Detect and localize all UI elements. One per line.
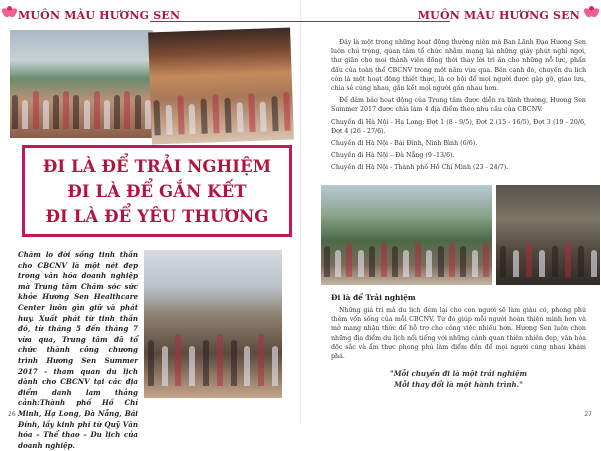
group-photo-hotel	[148, 28, 294, 145]
page-number-right: 27	[584, 411, 592, 418]
page-number-left: 26	[8, 411, 16, 418]
closing-quote	[331, 368, 586, 390]
quote-line-2: Mỗi thay đổi là một hành trình."	[394, 380, 523, 389]
schedule-item: Chuyến đi Hà Nội - Bái Đính, Ninh Bình (6/6).	[331, 140, 478, 148]
title-line-3: ĐI LÀ ĐỂ YÊU THƯƠNG	[45, 206, 269, 226]
lead-paragraph: Chăm lo đời sống tinh thần cho CBCNV là một nét đẹp trong văn hóa doanh nghiệp mà Trung tâm Chăm sóc sức khỏe Hương Sen Healthcare Center luôn gìn giữ và phát huy. Xuất phát từ tinh thần đó, từ tháng 5 đến tháng 7 vừa qua, Trung tâm đã tổ chức thành công chương trình Hương Sen Summer 2017 - tham quan du lịch dành cho CBCNV tại các địa điểm danh lam thắng cảnh:Thành phố Hồ Chí Minh, Hạ Long, Đà Nẵng, Bái Đính, lấy kinh phí từ Quỹ Văn hóa – Thể thao – Du lịch của doanh nghiệp.	[18, 250, 138, 450]
group-photo-cave	[496, 185, 600, 285]
left-header-rule	[150, 21, 300, 22]
group-photo-dinner	[144, 250, 282, 398]
section-heading: Đi là để Trải nghiệm	[331, 293, 416, 302]
body-paragraph-2: Để đảm bảo hoạt động của Trung tâm được diễn ra bình thường, Hương Sen Summer 2017 được chia làm 4 địa điểm theo nhu cầu của CBCNV.	[331, 97, 586, 114]
schedule-item: Chuyến đi Hà Nội - Thành phố Hồ Chí Minh (23 - 24/7).	[331, 164, 509, 172]
schedule-item: Chuyến đi Hà Nội – Đà Nẵng (9 -13/6).	[331, 152, 455, 160]
right-header-title: MUÔN MÀU HƯƠNG SEN	[417, 8, 580, 22]
right-body-text	[331, 38, 586, 176]
group-photo-outdoor	[321, 185, 492, 285]
lotus-icon	[583, 6, 599, 22]
section-body: Những giá trị mà du lịch đem lại cho con người sẽ làm giàu có, phong phú thêm vốn sống của mỗi CBCNV. Từ đó giúp mỗi người hoàn thiện mình hơn và mở mang nhận thức để hỗ trợ cho công việc nhiều hơn. Hương Sen luôn chọn những địa điểm du lịch nổi tiếng với những cảnh quan thiên nhiên đẹp, văn hóa độc sắc và ẩm thực phong phú làm điểm đến để mọi người cùng nhau khám phá.	[331, 307, 586, 361]
body-paragraph-1: Đây là một trong những hoạt động thường niên mà Ban Lãnh Đạo Hương Sen luôn chú trọng, quan tâm tổ chức nhằm mang lại những giây phút nghỉ ngơi, thư giãn cho mọi thành viên đồng thời thay lời tri ân cho những nỗ lực, phấn đấu của toàn thể CBCNV trong một năm vừa qua. Bên cạnh đó, chuyến du lịch còn là một hoạt động thiết thực, là cơ hội để mọi người được gặp gỡ, giao lưu, chia sẻ cùng nhau, gắn kết mọi người gần nhau hơn.	[331, 39, 586, 93]
right-header	[300, 0, 600, 30]
quote-line-1: "Mỗi chuyến đi là một trải nghiệm	[390, 369, 527, 378]
left-page	[0, 0, 300, 450]
title-line-1: ĐI LÀ ĐỂ TRẢI NGHIỆM	[42, 156, 272, 176]
title-line-2: ĐI LÀ ĐỂ GẮN KẾT	[67, 181, 247, 201]
schedule-item: Chuyến đi Hà Nội - Hạ Long: Đợt 1 (8 - 9/5), Đợt 2 (15 - 16/5), Đợt 3 (19 - 20/6, Đợt 4 (26 - 27/6).	[331, 118, 586, 135]
group-photo-beach	[10, 30, 153, 138]
left-header	[0, 0, 300, 30]
article-title-box	[22, 145, 292, 237]
left-header-title: MUÔN MÀU HƯƠNG SEN	[18, 8, 181, 22]
right-header-rule	[300, 21, 450, 22]
lotus-icon	[1, 6, 17, 22]
